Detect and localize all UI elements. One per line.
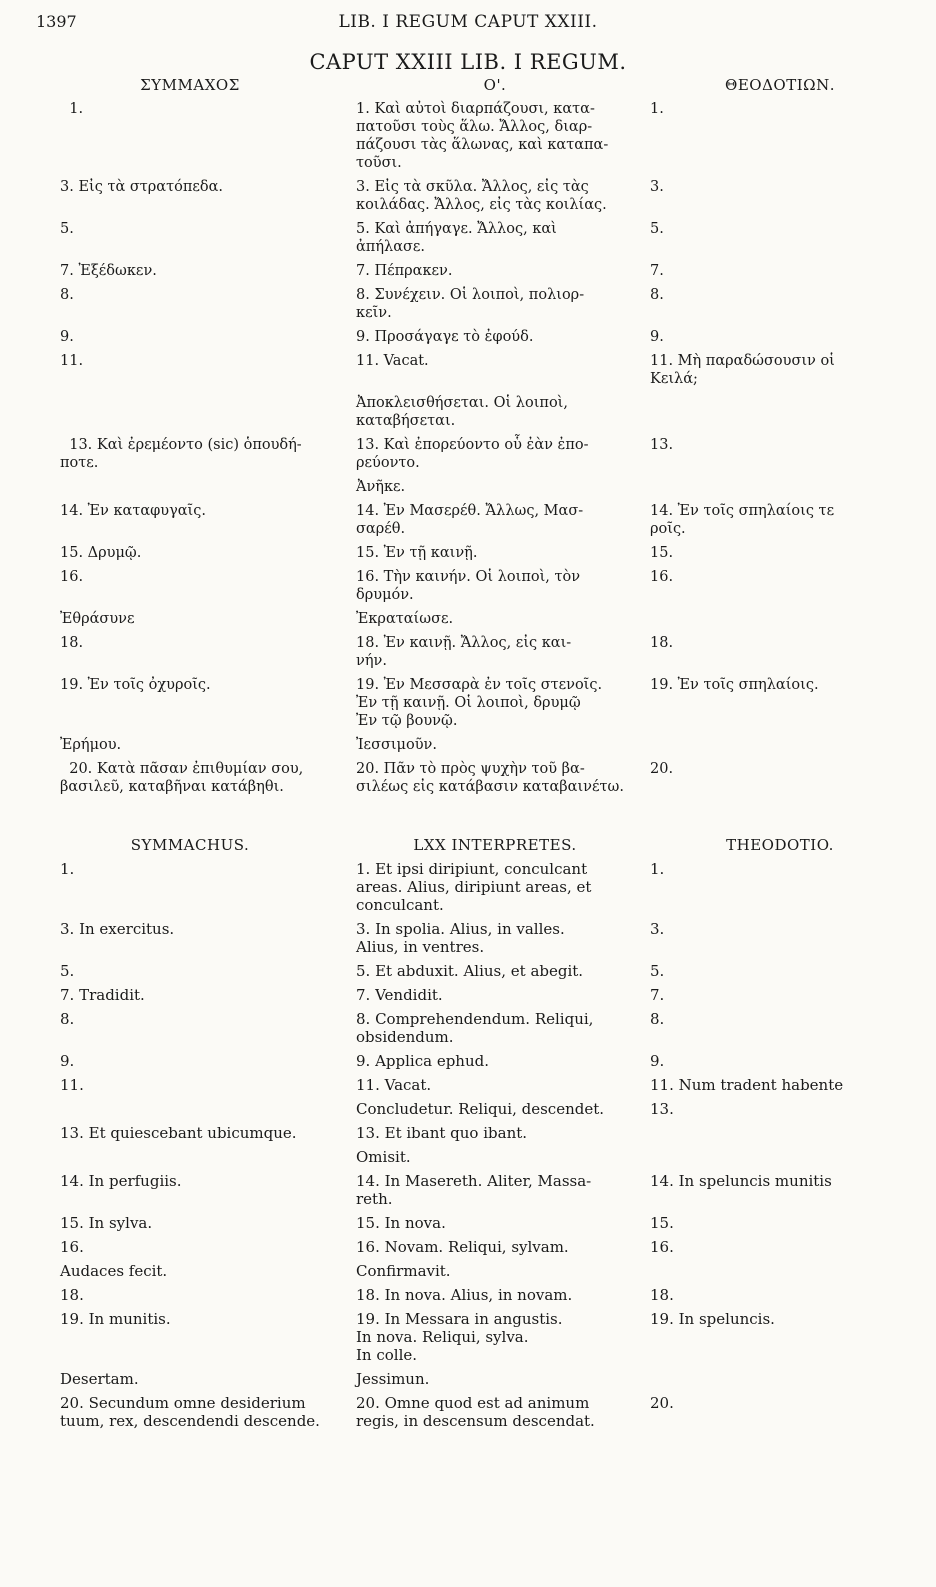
greek-row [0, 736, 936, 760]
latin-symmachus-cell: 11. [60, 1076, 84, 1094]
greek-lxx-cell: 8. Συνέχειν. Οἱ λοιποὶ, πολιορ- κεῖν. [356, 287, 585, 321]
latin-symmachus-cell: 3. In exercitus. [60, 920, 175, 938]
greek-header-symmachus: ΣΥΜΜΑΧΟΣ [140, 76, 240, 94]
latin-row [0, 1310, 936, 1370]
greek-row [0, 178, 936, 220]
greek-lxx-cell: Ἀνῆκε. [356, 479, 406, 495]
latin-row [0, 1214, 936, 1238]
greek-theodotion-cell: 13. [650, 437, 674, 453]
latin-theodotion-cell: 14. In speluncis munitis [650, 1172, 832, 1190]
latin-theodotion-cell: 18. [650, 1286, 674, 1304]
latin-theodotion-cell: 5. [650, 962, 665, 980]
greek-lxx-cell: 16. Τὴν καινήν. Οἱ λοιποὶ, τὸν δρυμόν. [356, 569, 581, 603]
greek-theodotion-cell: 20. [650, 761, 674, 777]
latin-theodotion-cell: 9. [650, 1052, 665, 1070]
greek-row [0, 544, 936, 568]
latin-theodotion-cell: 11. Num tradent habente [650, 1076, 844, 1094]
greek-theodotion-cell: 9. [650, 329, 664, 345]
latin-row [0, 1262, 936, 1286]
latin-lxx-cell: 5. Et abduxit. Alius, et abegit. [356, 962, 584, 980]
latin-symmachus-cell: 8. [60, 1010, 75, 1028]
greek-symmachus-cell: 18. [60, 635, 84, 651]
chapter-title: CAPUT XXIII LIB. I REGUM. [309, 50, 627, 74]
greek-header-lxx: Ο'. [483, 76, 507, 94]
latin-row [0, 1124, 936, 1148]
latin-theodotion-cell: 7. [650, 986, 665, 1004]
greek-symmachus-cell: 15. Δρυμῷ. [60, 545, 142, 561]
latin-symmachus-cell: Desertam. [60, 1370, 139, 1388]
latin-lxx-cell: 20. Omne quod est ad animum regis, in descensum descendat. [356, 1394, 595, 1430]
greek-theodotion-cell: 5. [650, 221, 664, 237]
latin-lxx-cell: 16. Novam. Reliqui, sylvam. [356, 1238, 569, 1256]
greek-lxx-cell: 3. Εἰς τὰ σκῦλα. Ἄλλος, εἰς τὰς κοιλάδας. Ἄλλος, εἰς τὰς κοιλίας. [356, 179, 607, 213]
greek-row [0, 502, 936, 544]
latin-row [0, 1148, 936, 1172]
greek-symmachus-cell: 14. Ἐν καταφυγαῖς. [60, 503, 206, 519]
latin-theodotion-cell: 16. [650, 1238, 674, 1256]
latin-row [0, 860, 936, 920]
greek-section [0, 76, 936, 802]
greek-symmachus-cell: 20. Κατὰ πᾶσαν ἐπιθυμίαν σου, βασιλεῦ, καταβῆναι κατάβηθι. [60, 761, 304, 795]
greek-symmachus-cell: 1. [60, 101, 84, 117]
latin-lxx-cell: 19. In Messara in angustis. In nova. Reliqui, sylva. In colle. [356, 1310, 563, 1364]
latin-theodotion-cell: 15. [650, 1214, 674, 1232]
latin-lxx-cell: Concludetur. Reliqui, descendet. [356, 1100, 605, 1118]
greek-row [0, 760, 936, 802]
running-header [0, 6, 936, 32]
latin-row [0, 986, 936, 1010]
latin-lxx-cell: 7. Vendidit. [356, 986, 443, 1004]
greek-lxx-cell: 18. Ἐν καινῇ. Ἄλλος, εἰς και- νήν. [356, 635, 572, 669]
greek-symmachus-cell: 19. Ἐν τοῖς ὀχυροῖς. [60, 677, 211, 693]
latin-row [0, 920, 936, 962]
greek-symmachus-cell: 3. Εἰς τὰ στρατόπεδα. [60, 179, 224, 195]
greek-symmachus-cell: 5. [60, 221, 74, 237]
greek-column-headers [0, 76, 936, 100]
greek-theodotion-cell: 18. [650, 635, 674, 651]
latin-lxx-cell: 13. Et ibant quo ibant. [356, 1124, 528, 1142]
page-number: 1397 [36, 12, 77, 31]
greek-row [0, 610, 936, 634]
greek-lxx-cell: 20. Πᾶν τὸ πρὸς ψυχὴν τοῦ βα- σιλέως εἰς κατάβασιν καταβαινέτω. [356, 761, 624, 795]
greek-lxx-cell: 14. Ἐν Μασερέθ. Ἄλλως, Μασ- σαρέθ. [356, 503, 584, 537]
latin-symmachus-cell: 14. In perfugiis. [60, 1172, 182, 1190]
greek-row [0, 328, 936, 352]
latin-theodotion-cell: 3. [650, 920, 665, 938]
greek-lxx-cell: 15. Ἐν τῇ καινῇ. [356, 545, 478, 561]
latin-lxx-cell: Jessimun. [356, 1370, 430, 1388]
latin-lxx-cell: 11. Vacat. [356, 1076, 432, 1094]
greek-row [0, 676, 936, 736]
latin-theodotion-cell: 1. [650, 860, 665, 878]
latin-lxx-cell: Omisit. [356, 1148, 411, 1166]
latin-header-symmachus: SYMMACHUS. [130, 836, 250, 854]
latin-symmachus-cell: 13. Et quiescebant ubicumque. [60, 1124, 297, 1142]
latin-theodotion-cell: 13. [650, 1100, 674, 1118]
greek-symmachus-cell: 11. [60, 353, 84, 369]
latin-symmachus-cell: 15. In sylva. [60, 1214, 153, 1232]
latin-section [0, 836, 936, 1436]
greek-theodotion-cell: 3. [650, 179, 664, 195]
latin-row [0, 1394, 936, 1436]
greek-lxx-cell: Ἐκραταίωσε. [356, 611, 454, 627]
latin-row [0, 1052, 936, 1076]
greek-header-theodotion: ΘΕΟΔΟΤΙΩΝ. [725, 76, 835, 94]
greek-symmachus-cell: 13. Καὶ ἐρεμέοντο (sic) ὁπουδή- ποτε. [60, 437, 302, 471]
greek-lxx-cell: 9. Προσάγαγε τὸ ἐφούδ. [356, 329, 534, 345]
greek-row [0, 394, 936, 436]
greek-symmachus-cell: 16. [60, 569, 84, 585]
latin-row [0, 1100, 936, 1124]
greek-theodotion-cell: 8. [650, 287, 664, 303]
greek-theodotion-cell: 19. Ἐν τοῖς σπηλαίοις. [650, 677, 819, 693]
greek-lxx-cell: Ἰεσσιμοῦν. [356, 737, 437, 753]
latin-lxx-cell: 9. Applica ephud. [356, 1052, 489, 1070]
greek-theodotion-cell: 16. [650, 569, 674, 585]
latin-theodotion-cell: 19. In speluncis. [650, 1310, 775, 1328]
greek-lxx-cell: 11. Vacat. [356, 353, 429, 369]
latin-symmachus-cell: 20. Secundum omne desiderium tuum, rex, descendendi descende. [60, 1394, 320, 1430]
latin-row [0, 1286, 936, 1310]
latin-symmachus-cell: 18. [60, 1286, 84, 1304]
greek-row [0, 436, 936, 478]
latin-column-headers [0, 836, 936, 860]
latin-lxx-cell: 8. Comprehendendum. Reliqui, obsidendum. [356, 1010, 594, 1046]
latin-lxx-cell: 3. In spolia. Alius, in valles. Alius, in ventres. [356, 920, 565, 956]
latin-symmachus-cell: Audaces fecit. [60, 1262, 168, 1280]
latin-row [0, 1238, 936, 1262]
greek-lxx-cell: Ἀποκλεισθήσεται. Οἱ λοιποὶ, καταβήσεται. [356, 395, 568, 429]
latin-symmachus-cell: 1. [60, 860, 75, 878]
greek-lxx-cell: 1. Καὶ αὐτοὶ διαρπάζουσι, κατα- πατοῦσι τοὺς ἅλω. Ἄλλος, διαρ- πάζουσι τὰς ἅλωνας, καὶ καταπα- τοῦσι. [356, 101, 609, 171]
greek-row [0, 568, 936, 610]
greek-theodotion-cell: 15. [650, 545, 674, 561]
greek-row [0, 100, 936, 178]
greek-lxx-cell: 5. Καὶ ἀπήγαγε. Ἄλλος, καὶ ἀπήλασε. [356, 221, 557, 255]
greek-theodotion-cell: 11. Μὴ παραδώσουσιν οἱ Κειλά; [650, 353, 835, 387]
latin-row [0, 1172, 936, 1214]
greek-row [0, 634, 936, 676]
greek-lxx-cell: 19. Ἐν Μεσσαρὰ ἐν τοῖς στενοῖς. Ἐν τῇ καινῇ. Οἱ λοιποὶ, δρυμῷ Ἐν τῷ βουνῷ. [356, 677, 603, 729]
latin-header-theodotion: THEODOTIO. [726, 836, 834, 854]
greek-theodotion-cell: 7. [650, 263, 664, 279]
latin-lxx-cell: 18. In nova. Alius, in novam. [356, 1286, 573, 1304]
latin-row [0, 962, 936, 986]
greek-lxx-cell: 13. Καὶ ἐπορεύοντο οὗ ἐὰν ἐπο- ρεύοντο. [356, 437, 589, 471]
latin-rows [0, 860, 936, 1436]
latin-row [0, 1370, 936, 1394]
greek-symmachus-cell: 8. [60, 287, 74, 303]
running-title: LIB. I REGUM CAPUT XXIII. [338, 12, 598, 32]
greek-symmachus-cell: Ἐθράσυνε [60, 611, 135, 627]
latin-symmachus-cell: 19. In munitis. [60, 1310, 171, 1328]
greek-row [0, 286, 936, 328]
greek-rows [0, 100, 936, 802]
latin-symmachus-cell: 5. [60, 962, 75, 980]
greek-theodotion-cell: 14. Ἐν τοῖς σπηλαίοις τε ροῖς. [650, 503, 835, 537]
latin-theodotion-cell: 20. [650, 1394, 674, 1412]
greek-row [0, 478, 936, 502]
latin-lxx-cell: 15. In nova. [356, 1214, 446, 1232]
latin-row [0, 1076, 936, 1100]
latin-symmachus-cell: 9. [60, 1052, 75, 1070]
latin-symmachus-cell: 16. [60, 1238, 84, 1256]
greek-symmachus-cell: Ἐρήμου. [60, 737, 122, 753]
latin-row [0, 1010, 936, 1052]
greek-lxx-cell: 7. Πέπρακεν. [356, 263, 453, 279]
greek-row [0, 262, 936, 286]
greek-symmachus-cell: 9. [60, 329, 74, 345]
latin-theodotion-cell: 8. [650, 1010, 665, 1028]
latin-header-lxx: LXX INTERPRETES. [413, 836, 577, 854]
greek-row [0, 220, 936, 262]
greek-theodotion-cell: 1. [650, 101, 664, 117]
greek-symmachus-cell: 7. Ἐξέδωκεν. [60, 263, 157, 279]
latin-lxx-cell: 1. Et ipsi diripiunt, conculcant areas. Alius, diripiunt areas, et conculcant. [356, 860, 592, 914]
greek-row [0, 352, 936, 394]
latin-symmachus-cell: 7. Tradidit. [60, 986, 145, 1004]
latin-lxx-cell: 14. In Masereth. Aliter, Massa- reth. [356, 1172, 592, 1208]
latin-lxx-cell: Confirmavit. [356, 1262, 451, 1280]
